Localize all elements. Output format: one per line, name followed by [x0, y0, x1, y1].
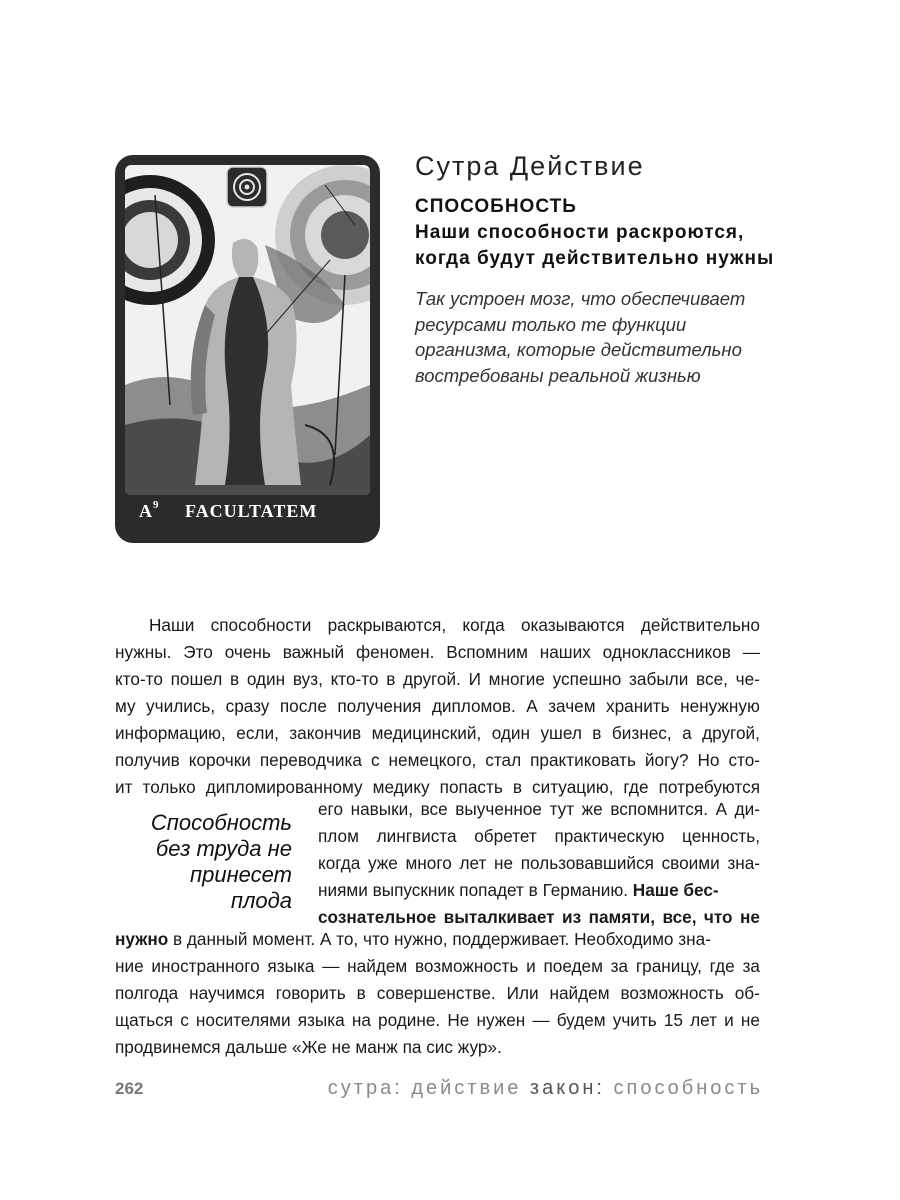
body-word: — [322, 956, 340, 976]
body-word: многие [488, 669, 545, 689]
body-word: только [142, 777, 196, 797]
body-word: кто-то [330, 669, 379, 689]
body-word: потребуются [658, 777, 760, 797]
body-word: получив [115, 750, 180, 770]
body-word: зна- [727, 853, 760, 873]
body-word: родине. [378, 1010, 441, 1030]
footer-sutra-value: действие [411, 1077, 522, 1099]
body-word: медицинский, [371, 723, 482, 743]
body-word: му [115, 696, 136, 716]
body-word: лингвиста [376, 826, 457, 846]
body-word: практическую [554, 826, 665, 846]
body-word: стал [485, 750, 522, 770]
body-text-run: ниями выпускник попадет в Германию. [318, 880, 628, 900]
body-word: полгода [115, 983, 179, 1003]
body-text-run: в данный момент. А то, что нужно, поддерживает. Необходимо зна- [168, 929, 711, 949]
law-description-line: востребованы реальной жизнью [415, 364, 701, 386]
body-word: сто- [728, 750, 760, 770]
page-footer [115, 1077, 763, 1107]
body-paragraph-1 [115, 612, 760, 801]
body-word: возможность [414, 956, 519, 976]
law-description-line: организма, которые действительно [415, 339, 742, 360]
body-word: И [468, 669, 481, 689]
body-word: обретет [474, 826, 537, 846]
law-description-line: Так устроен мозг, что обеспечивает [415, 288, 746, 309]
body-word: ненужную [680, 696, 760, 716]
body-word: в [512, 777, 522, 797]
body-word: Не [447, 1010, 470, 1030]
pull-quote-line: плода [230, 888, 292, 913]
law-heading-line: Наши способности раскроются, [415, 222, 745, 243]
body-word: тут [549, 799, 575, 819]
body-word: найдем [347, 956, 408, 976]
body-word: выталкивает [443, 907, 555, 927]
body-word: йогу? [644, 750, 689, 770]
body-word: корочки [188, 750, 251, 770]
body-word: после [279, 696, 327, 716]
body-word: за [610, 956, 629, 976]
body-line [115, 926, 760, 953]
body-word: Или [506, 983, 539, 1003]
body-wrap-block [318, 796, 760, 931]
body-word: способности [210, 615, 312, 635]
body-word: пошел [170, 669, 223, 689]
body-line [318, 823, 760, 850]
body-word: получения [337, 696, 422, 716]
body-word: ит [115, 777, 133, 797]
body-word: учить [612, 1010, 657, 1030]
body-word: нужен [476, 1010, 526, 1030]
body-word: переводчика [259, 750, 362, 770]
body-word: и [526, 956, 536, 976]
body-word: не [740, 1010, 760, 1030]
body-word: ди- [734, 799, 760, 819]
law-heading [415, 194, 835, 272]
body-word: памяти, [588, 907, 656, 927]
body-word: навыки, [350, 799, 414, 819]
body-word: где [623, 777, 649, 797]
body-word: забыли [629, 669, 689, 689]
body-word: в [592, 723, 602, 743]
body-line [115, 1007, 760, 1034]
body-word: один [491, 723, 531, 743]
body-word: на [351, 1010, 371, 1030]
body-word: дипломов. [431, 696, 516, 716]
body-word: возможность [620, 983, 724, 1003]
body-word: говорить [275, 983, 346, 1003]
body-word: своими [661, 853, 720, 873]
body-word: — [742, 642, 760, 662]
body-word: в [230, 669, 240, 689]
body-word: где [709, 956, 735, 976]
body-line: продвинемся дальше «Же не манж па сис жур». [115, 1037, 502, 1057]
body-word: иностранного [151, 956, 260, 976]
body-word: границу, [635, 956, 702, 976]
body-word: оказываются [520, 615, 625, 635]
body-word: А [526, 696, 538, 716]
body-line [318, 877, 760, 904]
body-word: раскрываются, [327, 615, 447, 635]
pull-quote-line: принесет [190, 862, 292, 887]
body-line [115, 693, 760, 720]
body-word: об- [734, 983, 760, 1003]
body-word: когда [462, 615, 505, 635]
sutra-title: Сутра Действие [415, 151, 645, 181]
body-word: языка [297, 1010, 345, 1030]
body-word: а [682, 723, 692, 743]
body-word: кто-то [115, 669, 163, 689]
body-line [115, 720, 760, 747]
pull-quote [130, 810, 292, 914]
body-line [115, 980, 760, 1007]
body-word: попасть [439, 777, 503, 797]
body-word: в [356, 983, 366, 1003]
body-line [318, 796, 760, 823]
body-word: феномен. [355, 642, 435, 662]
body-word: ценность, [682, 826, 760, 846]
card-artwork [115, 155, 380, 543]
body-word: другой. [403, 669, 461, 689]
body-line [318, 850, 760, 877]
body-word: практиковать [530, 750, 636, 770]
body-line [115, 747, 760, 774]
body-word: другой, [702, 723, 760, 743]
body-word: лет [459, 853, 487, 873]
body-word: поедем [543, 956, 603, 976]
body-word: немецкого, [388, 750, 477, 770]
footer-law-label: закон: [529, 1077, 605, 1099]
body-word: что [703, 907, 733, 927]
body-word: ние [115, 956, 144, 976]
body-word: информацию, [115, 723, 226, 743]
body-word: медику [372, 777, 430, 797]
body-word: с [370, 750, 380, 770]
body-word: бизнес, [611, 723, 672, 743]
body-word: 15 [663, 1010, 683, 1030]
law-description-line: ресурсами только те функции [415, 313, 687, 335]
body-line [115, 612, 760, 639]
body-word: же [581, 799, 603, 819]
card-code: $A^9$ [139, 499, 160, 521]
page-number: 262 [115, 1079, 144, 1098]
body-word: из [562, 907, 582, 927]
body-word: Наши [149, 615, 195, 635]
body-word: че- [735, 669, 760, 689]
body-word: языка [267, 956, 315, 976]
body-word: одноклассников [602, 642, 731, 662]
body-word: сознательное [318, 907, 437, 927]
body-word: ситуацию, [532, 777, 614, 797]
body-word: и [724, 1010, 734, 1030]
body-word: носителями [195, 1010, 291, 1030]
body-word: Это [183, 642, 213, 662]
body-word: ушел [540, 723, 582, 743]
body-line [115, 953, 760, 980]
running-header [328, 1077, 763, 1100]
body-word: выученное [455, 799, 542, 819]
pull-quote-line: Способность [150, 810, 292, 835]
law-description [415, 286, 835, 388]
body-word: найдем [549, 983, 610, 1003]
footer-law-value: способность [613, 1077, 763, 1099]
body-word: зачем [548, 696, 596, 716]
body-word: с [180, 1010, 189, 1030]
body-word: когда [318, 853, 361, 873]
body-word: Вспомним [446, 642, 528, 662]
body-word: его [318, 799, 344, 819]
body-word: учились, [146, 696, 216, 716]
body-word: щаться [115, 1010, 174, 1030]
body-word: закончив [289, 723, 362, 743]
body-word: совершенстве. [376, 983, 496, 1003]
footer-sutra-label: сутра: [327, 1077, 403, 1099]
body-word: один [246, 669, 286, 689]
body-word: важный [282, 642, 345, 662]
body-word: дипломированному [205, 777, 363, 797]
body-word: сразу [225, 696, 270, 716]
body-word: лет [690, 1010, 717, 1030]
body-word: нужны. [115, 642, 172, 662]
body-word: уже [368, 853, 398, 873]
body-word: все [420, 799, 448, 819]
body-word: Но [697, 750, 720, 770]
pull-quote-line: без труда не [155, 836, 292, 861]
body-word: не [493, 853, 514, 873]
body-word: пользовавшийся [520, 853, 654, 873]
body-word: успешно [552, 669, 622, 689]
body-word: будем [556, 1010, 606, 1030]
body-word: все, [662, 907, 697, 927]
card-name: FACULTATEM [185, 501, 318, 521]
body-bold-run: нужно [115, 929, 169, 949]
body-word: за [742, 956, 760, 976]
body-bold-run: Наше бес- [632, 880, 719, 900]
body-word: — [532, 1010, 550, 1030]
body-word: хранить [606, 696, 670, 716]
body-word: А [715, 799, 728, 819]
heading-block [415, 148, 835, 388]
body-word: не [739, 907, 760, 927]
card-label [115, 499, 380, 527]
body-word: вуз, [292, 669, 323, 689]
body-word: наших [539, 642, 591, 662]
body-word: в [386, 669, 396, 689]
body-paragraph-2 [115, 926, 760, 1061]
law-heading-line: когда будут действительно нужны [415, 248, 775, 269]
body-word: научимся [189, 983, 265, 1003]
body-word: очень [224, 642, 271, 662]
body-word: если, [236, 723, 279, 743]
card-illustration [115, 155, 380, 543]
body-line [115, 639, 760, 666]
body-word: много [405, 853, 452, 873]
body-word: действительно [640, 615, 760, 635]
body-word: вспомнится. [610, 799, 708, 819]
body-word: плом [318, 826, 359, 846]
law-heading-line: СПОСОБНОСТЬ [415, 196, 577, 217]
body-line [115, 666, 760, 693]
body-word: все, [696, 669, 728, 689]
